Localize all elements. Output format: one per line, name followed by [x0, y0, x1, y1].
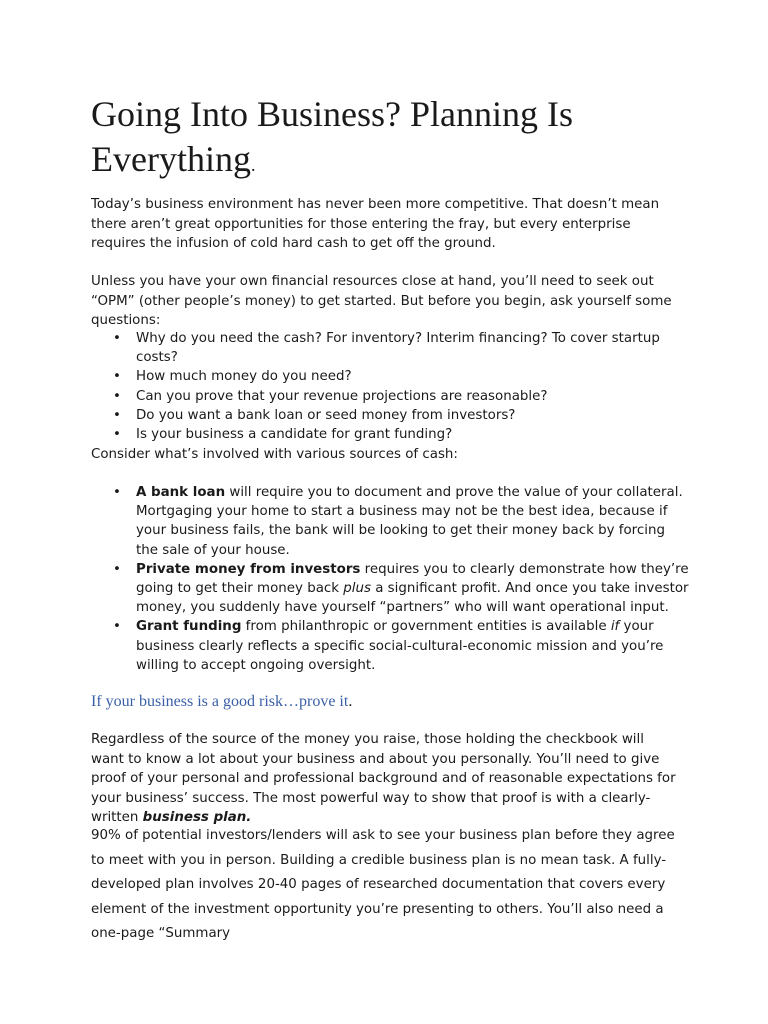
question-item: • Is your business a candidate for grant funding?	[91, 425, 691, 444]
stat-paragraph: 90% of potential investors/lenders will ask to see your business plan before they agree to meet with you in person. Building a credible business plan is no mean task. A fully-developed plan involves 20-40 pages of researched documentation that covers every element of the investment opportunity you’re presenting to others. You’ll also need a one-page “Summary	[91, 828, 675, 942]
emphasis: if	[610, 619, 620, 635]
question-item: • How much money do you need?	[91, 367, 691, 386]
source-term: A bank loan	[136, 485, 226, 500]
intro-paragraph-2: Unless you have your own financial resources close at hand, you’ll need to seek out “OPM” (other people’s money) to get started. But before you begin, ask yourself some questions:	[91, 274, 672, 328]
question-item: • Why do you need the cash? For inventory? Interim financing? To cover startup costs?	[91, 329, 691, 367]
page-title	[91, 92, 691, 188]
proof-text: Regardless of the source of the money you raise, those holding the checkbook will want to know a lot about your business and about you personally. You’ll need to give proof of your personal and professional background and of reasonable expectations for your business’ success. The most powerful way to show that proof is with a clearly-written	[91, 732, 676, 825]
intro-paragraph-1: Today’s business environment has never been more competitive. That doesn’t mean there aren’t great opportunities for those entering the fray, but every enterprise requires the infusion of cold hard cash to get off the ground.	[91, 197, 660, 251]
question-item: • Can you prove that your revenue projections are reasonable?	[91, 387, 691, 406]
emphasis: plus	[343, 581, 371, 597]
source-term: Private money from investors	[136, 561, 361, 577]
source-description: requires you to clearly demonstrate how they’re going to get their money back	[136, 561, 689, 597]
source-private-money	[91, 560, 691, 618]
source-term: Grant funding	[136, 619, 242, 635]
source-description: will require you to document and prove the value of your collateral. Mortgaging your home to start a business may not be the best idea, because if your business fails, the bank will be looking to get their money back by forcing the sale of your house.	[136, 485, 683, 558]
source-description: your business clearly reflects a specific social-cultural-economic mission and you’re willing to accept ongoing oversight.	[136, 619, 664, 673]
sources-list	[91, 483, 691, 675]
section-subheading	[91, 693, 352, 711]
sources-intro: Consider what’s involved with various sources of cash:	[91, 447, 458, 462]
source-grant-funding	[91, 617, 691, 675]
subheading-text: If your business is a good risk…prove it	[91, 693, 349, 710]
proof-paragraph	[91, 730, 681, 828]
subheading-period: .	[348, 693, 353, 710]
source-bank-loan	[91, 483, 691, 560]
questions-list	[91, 329, 691, 444]
title-text: Going Into Business? Planning Is Everything	[91, 94, 573, 179]
source-description: from philanthropic or government entities is available	[241, 619, 611, 635]
title-period: .	[250, 155, 256, 175]
question-item: • Do you want a bank loan or seed money from investors?	[91, 406, 691, 425]
business-plan-emphasis: business plan.	[142, 810, 252, 825]
source-description: a significant profit. And once you take investor money, you suddenly have yourself “partners” who will want operational input.	[136, 581, 689, 616]
